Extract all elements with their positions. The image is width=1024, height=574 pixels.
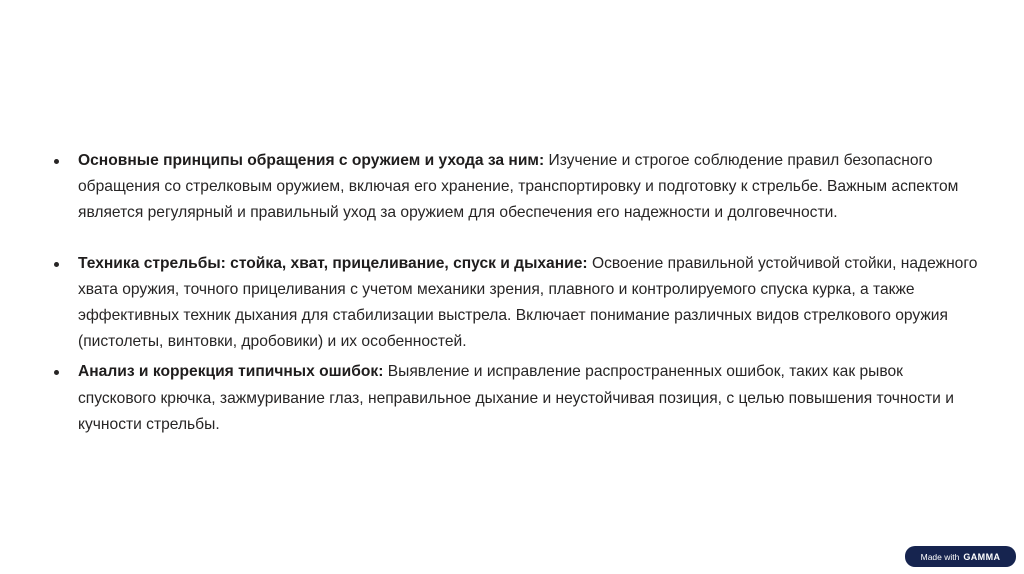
item-text: Освоение правильной устойчивой стойки, надежного хвата оружия, точного прицеливания с учетом механики зрения, плавного и контролируемого спуска курка, а также эффективных техник дыхания для стабилизации выстрела. Включает понимание различных видов стрелкового оружия (пистолеты, винтовки, дробовики) и их особенностей. xyxy=(78,254,978,351)
list-item xyxy=(52,148,982,227)
list-item xyxy=(52,359,982,438)
gamma-logo: GAMMA xyxy=(963,551,1001,562)
bullet-icon xyxy=(54,159,59,164)
badge-prefix: Made with xyxy=(920,551,960,562)
bullet-icon xyxy=(54,370,59,375)
item-text: Изучение и строгое соблюдение правил безопасного обращения со стрелковым оружием, включая его хранение, транспортировку и подготовку к стрельбе. Важным аспектом является регулярный и правильный уход за оружием для обеспечения его надежности и долговечности. xyxy=(78,152,959,222)
made-with-gamma-badge[interactable] xyxy=(905,546,1016,567)
item-text: Выявление и исправление распространенных ошибок, таких как рывок спускового крючка, зажмуривание глаз, неправильное дыхание и неустойчивая позиция, с целью повышения точности и кучности стрельбы. xyxy=(78,363,954,433)
item-lead: Анализ и коррекция типичных ошибок: xyxy=(78,363,384,381)
item-lead: Техника стрельбы: стойка, хват, прицеливание, спуск и дыхание: xyxy=(78,254,588,272)
bullet-icon xyxy=(54,262,59,267)
item-lead: Основные принципы обращения с оружием и ухода за ним: xyxy=(78,152,545,169)
list-item xyxy=(52,251,982,356)
bullet-list xyxy=(52,148,982,438)
